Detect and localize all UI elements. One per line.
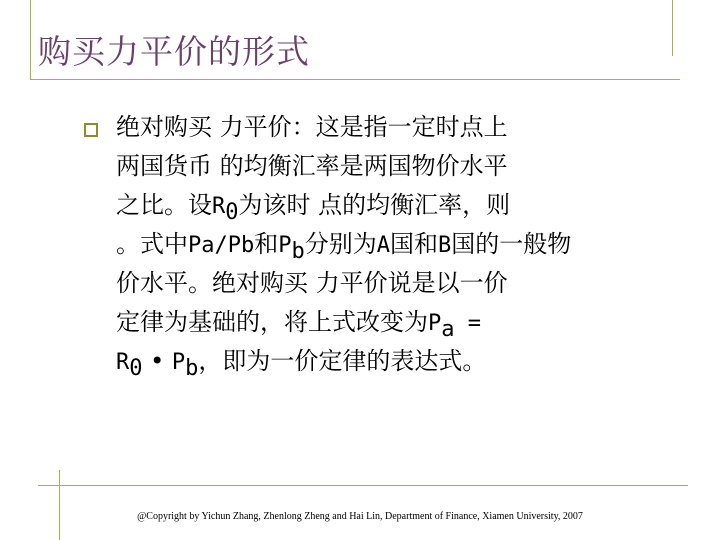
text-segment: 。式中: [116, 230, 188, 258]
symbol-pa: P: [428, 311, 442, 336]
text-segment: 定律为基础的，将上式改变为: [116, 308, 428, 336]
text-line-2: 两国货币 的均衡汇率是两国物价水平: [116, 152, 508, 180]
text-segment: 之比。设: [116, 191, 212, 219]
equals-sign: =: [454, 311, 481, 336]
text-line-7: [116, 342, 656, 381]
text-line-3: [116, 186, 656, 225]
country-a: A: [376, 233, 390, 258]
symbol-r-subscript: 0: [225, 200, 239, 225]
text-line-5: 价水平。绝对购买 力平价说是以一价: [116, 269, 508, 297]
text-segment: 国和: [389, 230, 438, 258]
symbol-pb-subscript: b: [185, 356, 199, 381]
country-b: B: [437, 233, 452, 258]
title-underline: [30, 79, 680, 80]
text-segment: 国的一般物: [451, 230, 572, 258]
slide-title: 购买力平价的形式: [38, 32, 310, 71]
bullet-text: [116, 108, 656, 381]
text-segment: 和: [254, 230, 279, 258]
footer-rule: [38, 485, 688, 486]
bullet-square-icon: [84, 123, 98, 137]
text-segment: 分别为: [304, 230, 377, 258]
symbol-pb-subscript: b: [291, 239, 305, 264]
text-line-4: [116, 225, 656, 264]
top-right-vertical-rule: [672, 0, 673, 56]
symbol-pa-subscript: a: [441, 317, 455, 342]
text-segment: ，即为一价定律的表达式。: [198, 347, 487, 375]
symbol-r-subscript: 0: [129, 356, 143, 381]
text-segment: 为该时 点的均衡汇率，则: [238, 191, 511, 219]
multiply-dot: •: [142, 347, 172, 375]
copyright-footer: @Copyright by Yichun Zhang, Zhenlong Zheng and Hai Lin, Department of Finance, Xiamen University, 2007: [137, 511, 583, 522]
symbol-pb: P: [278, 233, 292, 258]
symbol-pb: P: [171, 350, 186, 375]
symbol-r: R: [212, 194, 226, 219]
symbol-r: R: [116, 350, 130, 375]
text-line-6: [116, 303, 656, 342]
bottom-left-vertical-rule: [59, 470, 60, 540]
top-left-vertical-rule: [30, 0, 31, 80]
text-line-1: 绝对购买 力平价：这是指一定时点上: [116, 113, 508, 141]
formula-pa-over-pb: Pa/Pb: [188, 233, 255, 258]
